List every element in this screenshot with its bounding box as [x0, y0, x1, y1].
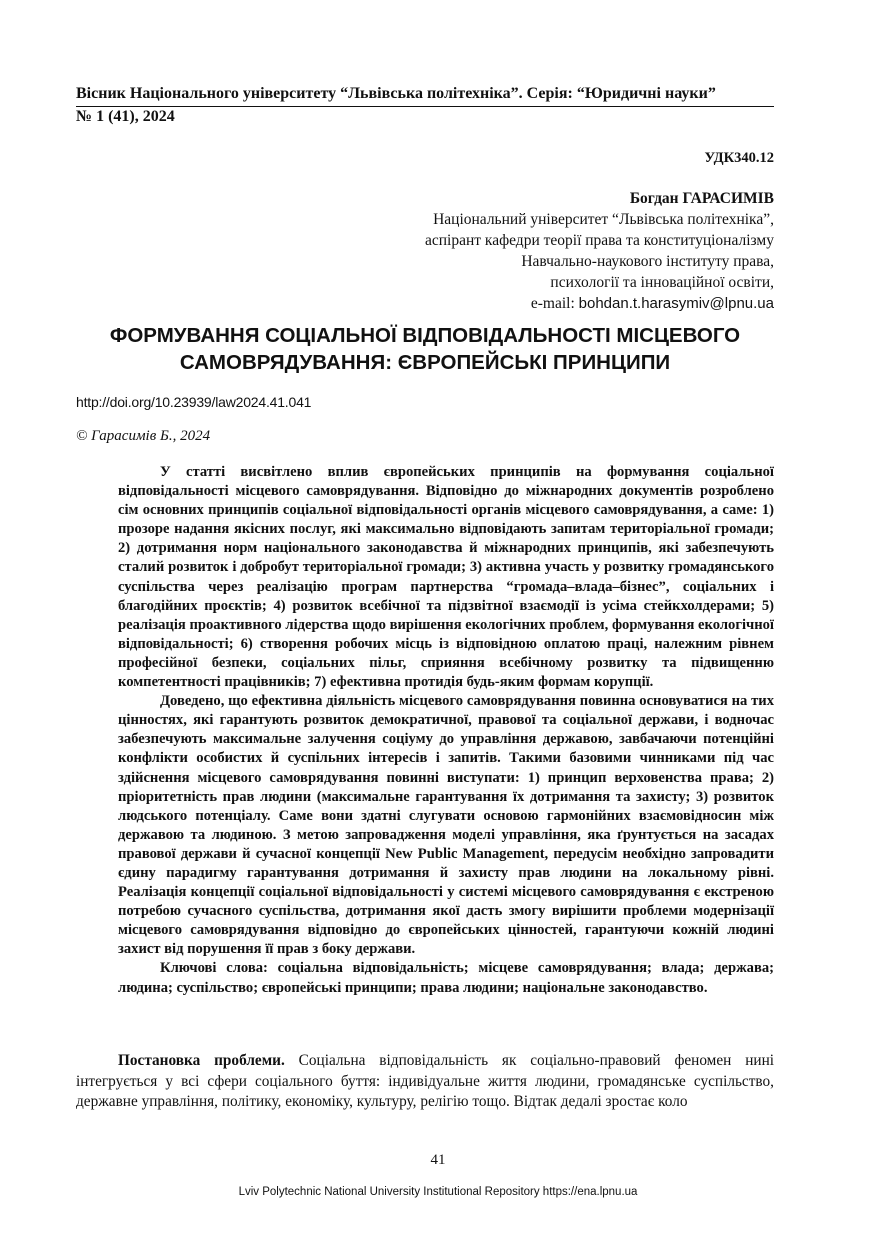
title-line: ФОРМУВАННЯ СОЦІАЛЬНОЇ ВІДПОВІДАЛЬНОСТІ МІСЦЕВОГО: [109, 324, 741, 347]
author-email: bohdan.t.harasymiv@lpnu.ua: [578, 295, 774, 312]
keywords: Ключові слова: соціальна відповідальність; місцеве самоврядування; влада; держава; людина; суспільство; європейські принципи; права людини; національне законодавство.: [118, 960, 774, 996]
journal-header: Вісник Національного університету “Львівська політехніка”. Серія: “Юридичні науки”: [76, 84, 774, 107]
abstract-paragraph: Доведено, що ефективна діяльність місцевого самоврядування повинна основуватися на тих цінностях, які гарантують розвиток демократичної, правової та соціальної держави, і водночас забезпечують максимальне залучення соціуму до управління державою, завбачаючи потенційні конфлікти особистих й суспільних інтересів і запитів. Такими базовими чинниками під час здійснення місцевого самоврядування повинні виступати: 1) принцип верховенства права; 2) пріоритетність прав людини (максимальне гарантування їх дотримання та захисту; 3) розвиток людського потенціалу. Саме вони здатні слугувати основою гармонійних взаємовідносин між державою та людиною. З метою запровадження моделі управління, яка ґрунтується на засадах правової держави й сучасної концепції New Public Management, передусім необхідно запровадити єдину парадигму гарантування дотримання й захисту прав людини на локальному рівні. Реалізація концепції соціальної відповідальності у системі місцевого самоврядування є екстреною потребою сучасного суспільства, дотримання якої дасть змогу вирішити проблеми модернізації місцевого самоврядування відповідно до європейських цінностей, гарантуючи кожній людині захист від порушення її прав з боку держави.: [118, 693, 774, 958]
issue-number: № 1 (41), 2024: [76, 108, 175, 125]
article-title: [76, 322, 774, 376]
page-number: 41: [430, 1152, 446, 1168]
body-paragraph-text: Соціальна відповідальність як соціально-правовий феномен нині інтегрується у всі сфери соціального буття: індивідуальне життя людини, громадянське суспільство, державне управління, політику, економіку, культуру, релігію тощо. Відтак дедалі зростає коло: [76, 1052, 775, 1111]
abstract-paragraph: У статті висвітлено вплив європейських принципів на формування соціальної відповідальності місцевого самоврядування. Відповідно до міжнародних документів розроблено сім основних принципів соціальної відповідальності органів місцевого самоврядування, а саме: 1) прозоре надання якісних послуг, які максимально відповідають запитам територіальної громади; 2) дотримання норм національного законодавства й міжнародних принципів, які забезпечують сталий розвиток і добробут територіальної громади; 3) активна участь у розвитку громадянського суспільства через реалізацію програм партнерства “громада–влада–бізнес”, соціальних і благодійних проєктів; 4) розвиток всебічної та підзвітної взаємодії із усіма стейкхолдерами; 5) реалізація проактивного лідерства щодо вирішення екологічних проблем, формування екологічної відповідальності; 6) створення робочих місць із відповідною оплатою праці, належним рівнем професійної безпеки, соціальних пільг, сприяння всебічному розвитку та підвищенню компетентності працівників; 7) ефективна протидія будь-яким формам корупції.: [118, 464, 774, 691]
email-line: [425, 293, 774, 314]
email-label: e-mail:: [530, 295, 579, 312]
title-line: САМОВРЯДУВАННЯ: ЄВРОПЕЙСЬКІ ПРИНЦИПИ: [179, 351, 671, 374]
doi-link[interactable]: http://doi.org/10.23939/law2024.41.041: [76, 394, 312, 410]
affiliation-line: Навчально-наукового інституту права,: [521, 253, 774, 270]
affiliation-line: психології та інноваційної освіти,: [550, 274, 774, 291]
affiliation-line: Національний університет “Львівська політехніка”,: [433, 211, 774, 228]
copyright-notice: © Гарасимів Б., 2024: [76, 428, 211, 444]
udk-code: УДК340.12: [704, 150, 774, 166]
body-text: [76, 1051, 774, 1113]
section-lead: Постановка проблеми.: [118, 1052, 285, 1069]
author-name: Богдан ГАРАСИМІВ: [629, 190, 774, 207]
repository-footer: Lviv Polytechnic National University Institutional Repository https://ena.lpnu.ua: [238, 1186, 638, 1198]
abstract: [118, 463, 774, 998]
body-paragraph: [76, 1051, 774, 1113]
affiliation-line: аспірант кафедри теорії права та конституціоналізму: [424, 232, 774, 249]
author-block: [425, 188, 774, 314]
